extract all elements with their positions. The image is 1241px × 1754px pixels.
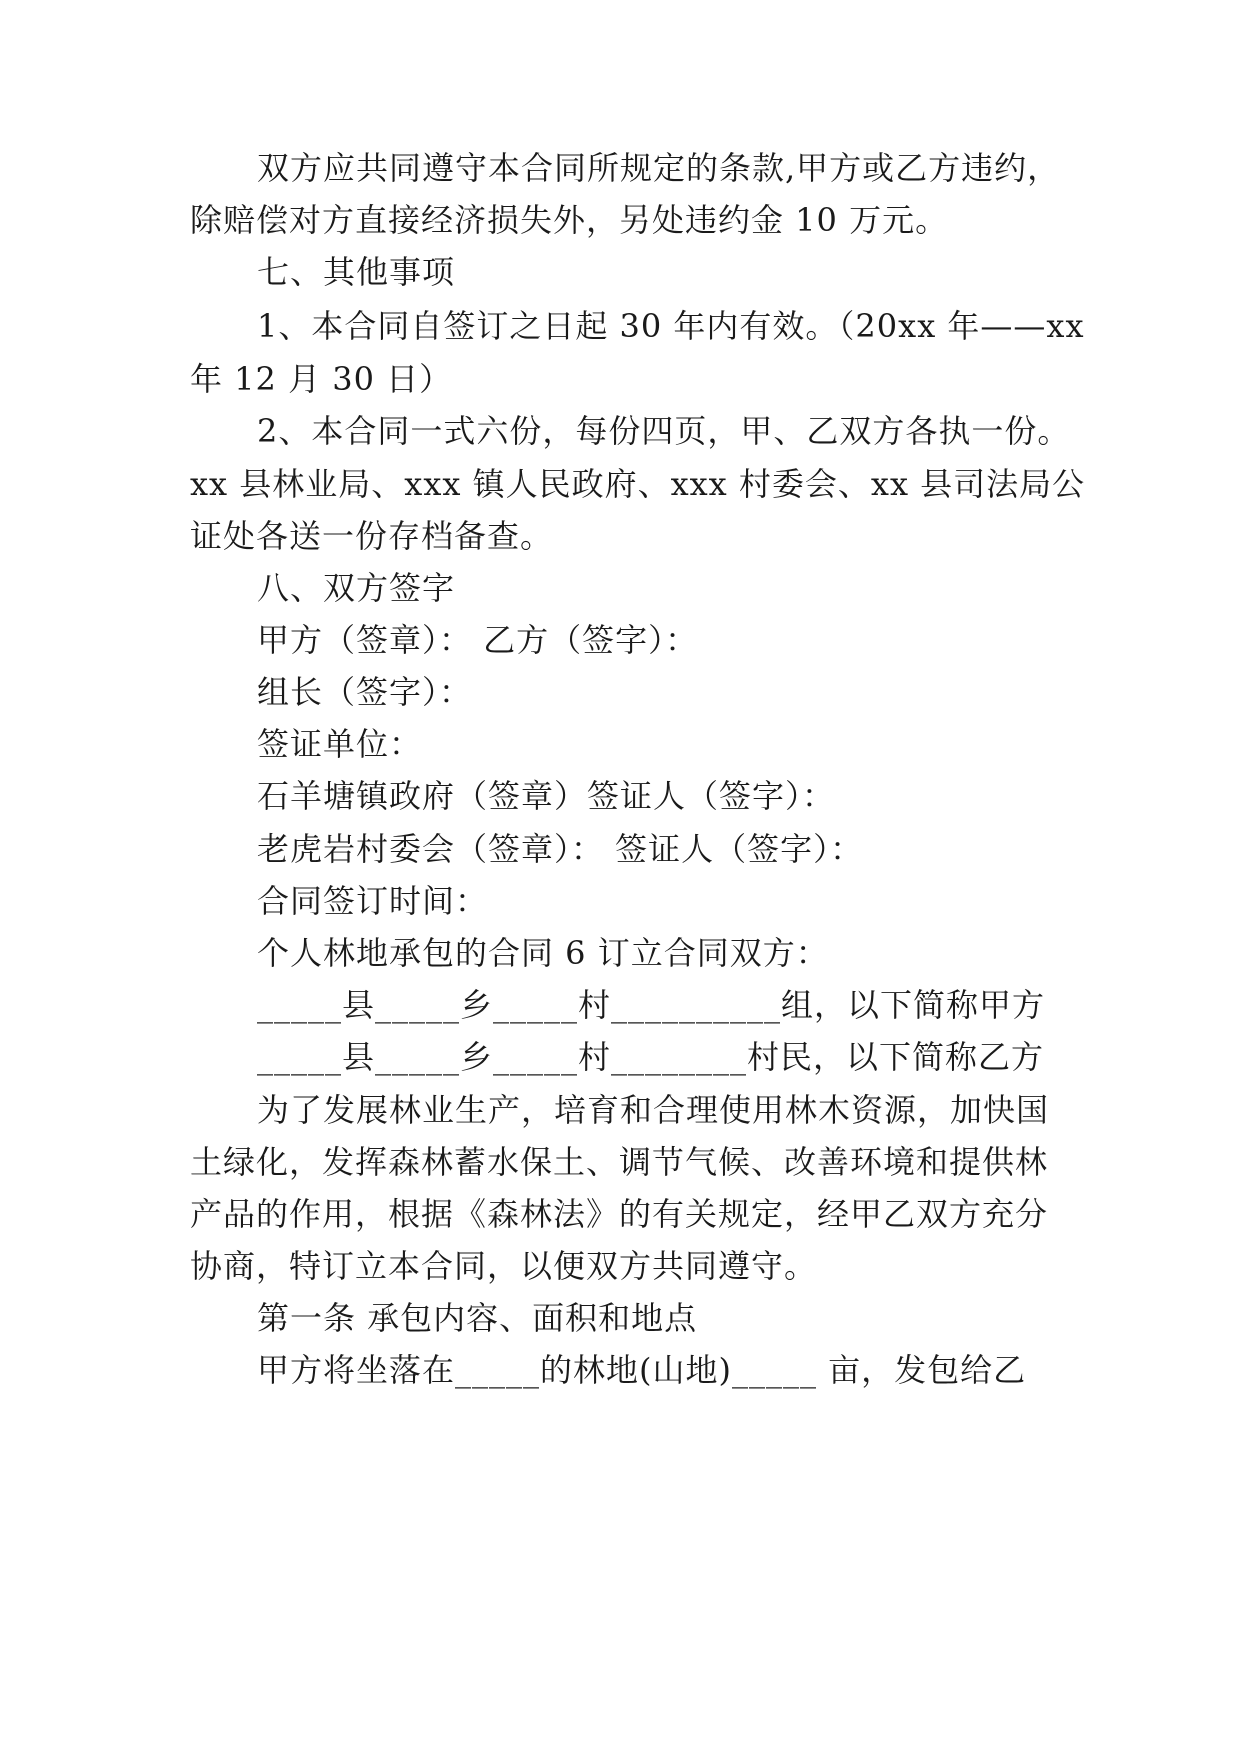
paragraph-line: 协商，特订立本合同，以便双方共同遵守。 bbox=[190, 1247, 818, 1285]
signature-line: 签证单位： bbox=[257, 725, 423, 763]
signature-line: 甲方（签章）： 乙方（签字）： bbox=[257, 621, 699, 659]
signature-line: 合同签订时间： bbox=[257, 882, 489, 920]
paragraph-line: xx 县林业局、xxx 镇人民政府、xxx 村委会、xx 县司法局公 bbox=[190, 465, 1086, 503]
party-line: _____县_____乡_____村__________组，以下简称甲方 bbox=[257, 986, 1046, 1024]
section-heading: 七、其他事项 bbox=[257, 253, 456, 291]
paragraph-line: 甲方将坐落在_____的林地(山地)_____ 亩，发包给乙 bbox=[257, 1351, 1027, 1389]
contract-title-line: 个人林地承包的合同 6 订立合同双方： bbox=[257, 934, 829, 972]
paragraph-line: 土绿化，发挥森林蓄水保土、调节气候、改善环境和提供林 bbox=[190, 1143, 1049, 1181]
signature-line: 老虎岩村委会（签章）： 签证人（签字）： bbox=[257, 830, 864, 868]
paragraph-line: 除赔偿对方直接经济损失外，另处违约金 10 万元。 bbox=[190, 201, 949, 239]
section-heading: 八、双方签字 bbox=[257, 569, 456, 607]
paragraph-line: 证处各送一份存档备查。 bbox=[190, 517, 554, 555]
paragraph-line: 产品的作用，根据《森林法》的有关规定，经甲乙双方充分 bbox=[190, 1195, 1049, 1233]
section-heading: 第一条 承包内容、面积和地点 bbox=[257, 1299, 698, 1337]
paragraph-line: 为了发展林业生产，培育和合理使用林木资源，加快国 bbox=[257, 1091, 1050, 1129]
paragraph-line: 双方应共同遵守本合同所规定的条款,甲方或乙方违约， bbox=[257, 149, 1061, 187]
paragraph-line: 2、本合同一式六份，每份四页，甲、乙双方各执一份。 bbox=[257, 412, 1071, 450]
paragraph-line: 年 12 月 30 日） bbox=[190, 360, 453, 398]
party-line: _____县_____乡_____村________村民，以下简称乙方 bbox=[257, 1038, 1045, 1076]
paragraph-line: 1、本合同自签订之日起 30 年内有效。（20xx 年——xx bbox=[257, 307, 1085, 345]
signature-line: 石羊塘镇政府（签章）签证人（签字）： bbox=[257, 777, 836, 815]
signature-line: 组长（签字）： bbox=[257, 673, 473, 711]
